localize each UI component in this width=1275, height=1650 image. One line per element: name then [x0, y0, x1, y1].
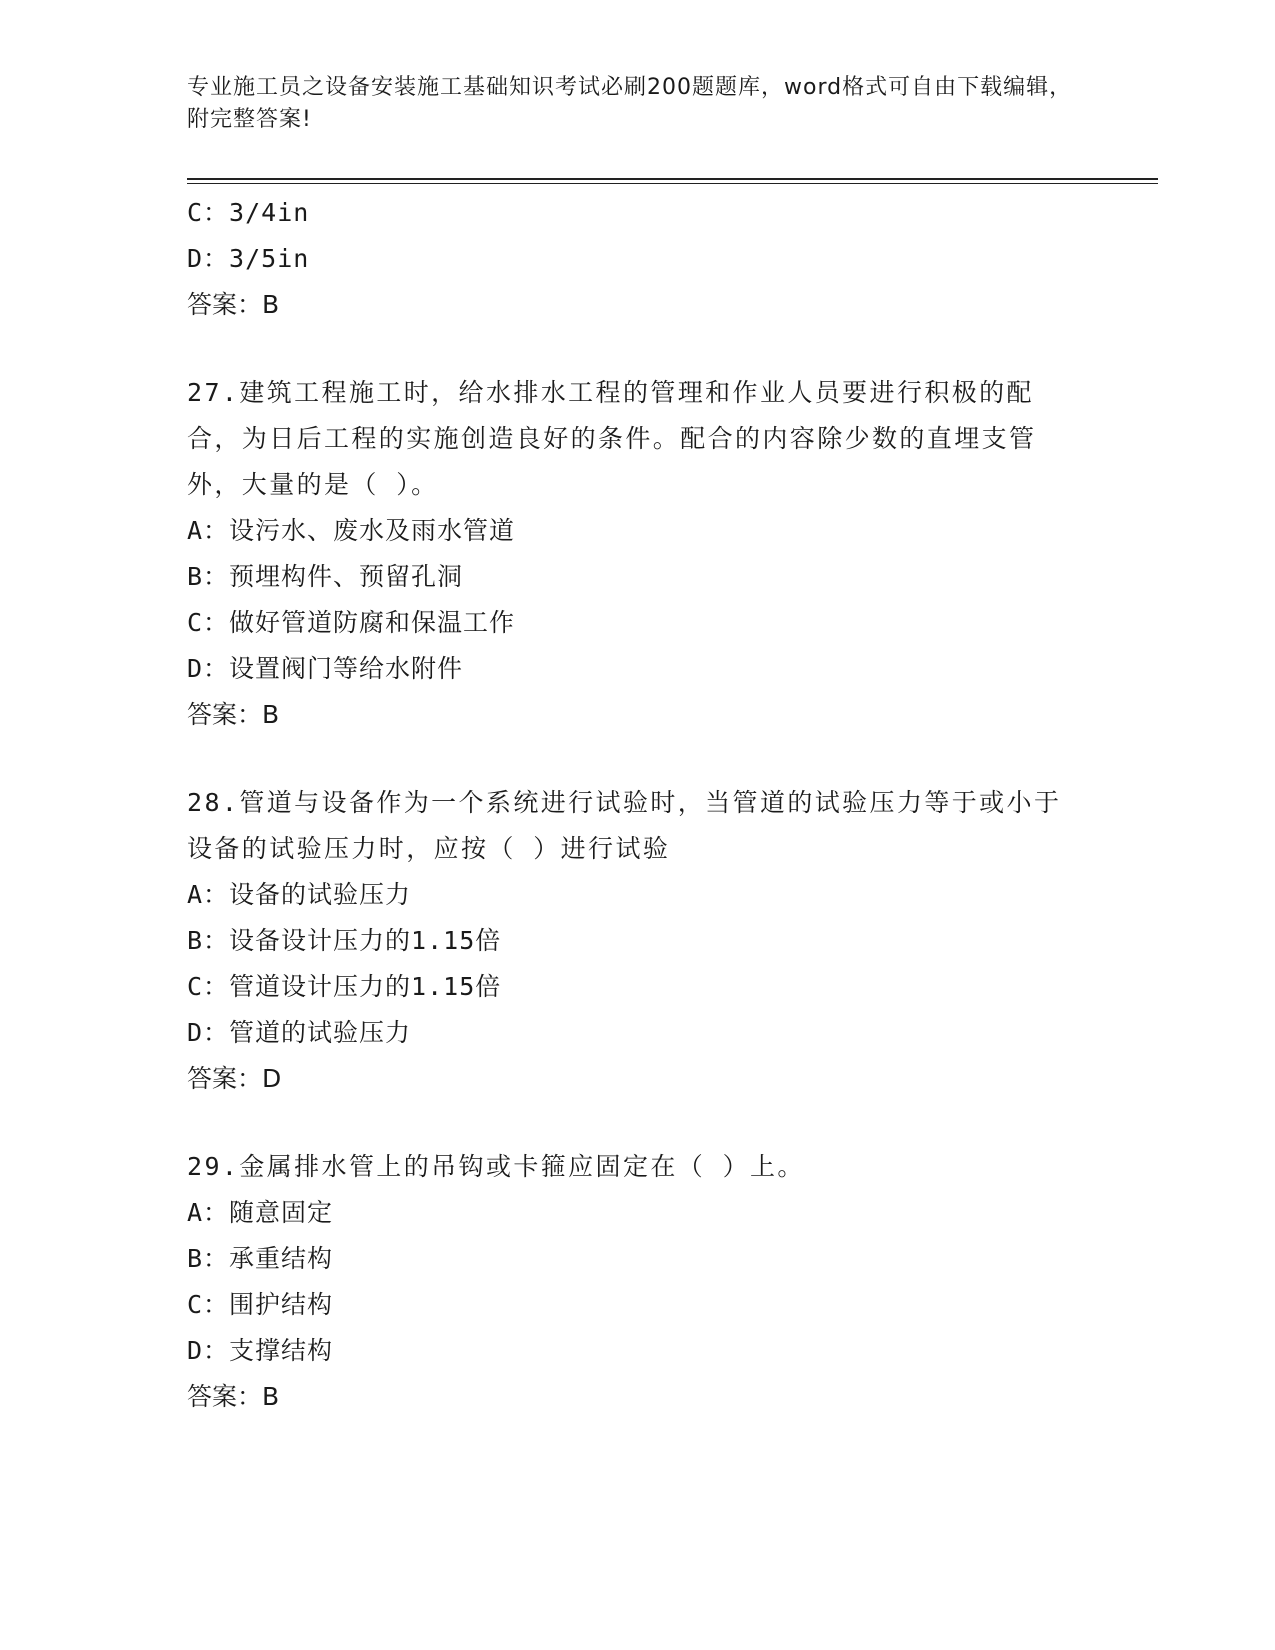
option-d: D：设置阀门等给水附件 [187, 654, 464, 683]
option-d: D：支撑结构 [187, 1336, 334, 1365]
option-c: C：做好管道防腐和保温工作 [187, 608, 516, 637]
option-b: B：设备设计压力的1.15倍 [187, 926, 502, 955]
question-text: 27.建筑工程施工时，给水排水工程的管理和作业人员要进行积极的配合，为日后工程的实施创造良好的条件。配合的内容除少数的直埋支管外，大量的是（ ）。 [187, 378, 1037, 499]
option-a: A：随意固定 [187, 1198, 334, 1227]
option-c: C：围护结构 [187, 1290, 334, 1319]
answer: 答案：B [187, 1382, 280, 1411]
option-d: D：管道的试验压力 [187, 1018, 412, 1047]
option-c: C：3/4in [187, 198, 310, 227]
option-c: C：管道设计压力的1.15倍 [187, 972, 502, 1001]
header-rule-thin [187, 183, 1158, 184]
question-content [187, 190, 1087, 1420]
question-27 [187, 370, 1087, 738]
answer: 答案：B [187, 700, 280, 729]
option-a: A：设备的试验压力 [187, 880, 412, 909]
question-text: 28.管道与设备作为一个系统进行试验时，当管道的试验压力等于或小于设备的试验压力时，应按（ ）进行试验 [187, 788, 1062, 863]
option-b: B：承重结构 [187, 1244, 334, 1273]
option-b: B：预埋构件、预留孔洞 [187, 562, 464, 591]
option-a: A：设污水、废水及雨水管道 [187, 516, 516, 545]
answer: 答案：B [187, 290, 280, 319]
question-29 [187, 1144, 1087, 1420]
question-28 [187, 780, 1087, 1102]
document-header: 专业施工员之设备安装施工基础知识考试必刷200题题库，word格式可自由下载编辑，附完整答案! [187, 75, 1073, 132]
header-rule-thick [187, 178, 1158, 180]
previous-question-tail [187, 190, 1087, 328]
question-text: 29.金属排水管上的吊钩或卡箍应固定在（ ）上。 [187, 1152, 805, 1181]
option-d: D：3/5in [187, 244, 310, 273]
answer: 答案：D [187, 1064, 282, 1093]
